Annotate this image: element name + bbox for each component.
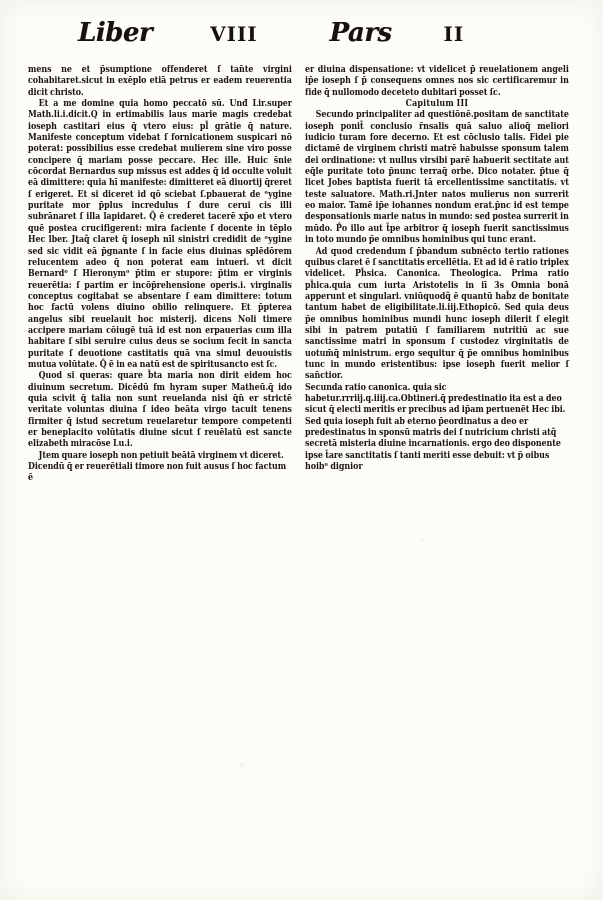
header-right [312, 18, 564, 48]
paragraph-er-diuina-dispensatione: er diuina dispensatione: vt videlicet p̄ reuelationem angeli ip̄e ioseph ſ p̄ consequens omnes nos sic certificaremur in fide q̄ nullomodo deceteto dubitari posset ſc. [305, 64, 569, 98]
text-columns [28, 64, 577, 882]
paragraph-quod-si-queras: Quod si queras: quare b̄ta maria non dirit eidem hoc diuinum secretum. Dicēdū fm hyram super Matheū.q̄ ido quia scivit q̄ talia non sunt reuelanda nisi q̄n̄ er strictē veritate voluntas diuina ſ ideo beāta virgo tacuit tenens firmiter q̄ istud secretum reuelaretur tempore competenti er beneplacito volūtatis diuine sicut ſ reuēlatū est sancte elizabeth miracōse Lu.i. [28, 370, 292, 450]
header-left [40, 18, 312, 48]
right-text-column [305, 64, 577, 882]
page-header [40, 18, 563, 64]
running-title-left: Liber [78, 18, 153, 48]
heading-capitulum-iii: Capitulum III [405, 98, 469, 110]
folio-right: II [443, 22, 465, 46]
paragraph-et-a-me-domine: Et a me domine quia homo peccatō sū. Unđ Lir.super Math.li.i.dicit.Q in ertimabilis laus marie magis credebat ioseph castitari eius q̄ vtero eius: pl̄ grātie q̄ nature. Manifeste conceptum videbat ſ fornicationem suspicari nō poterat: possibilius esse credebat mulierem sine viro posse concipere q̄ mariam posse peccare. Hec ille. Huic s̄nie cōcordat Bernardus sup missus est addes q̄ id occulte voluit eā dimittere: quia hī manifeste: dimitteret eā diuortij q̄reret ſ erigeret. Et si diceret id qō sciebat ſ.pbauerat de ᵒygine puritate mor p̄plus incredulus ſ dure cerui cis illi subrānaret ſ illa lapidaret. Q̄ ē crederet tacerē xp̄o et vtero quē postea crucifigerent: mira faciente ſ docente in tēplo Hec lber. Jtaq̃ claret q̄ ioseph nīl sinistri credidit de ᵒygine sed sic vidit eā p̄gnante ſ in facie eius diuinas splēdōrem relucentem adeo q̄ non poterat eam intueri. vt dicit Bernardᵒ ſ Hieronymᵒ p̄tim er stupore: p̄tim er virginis reuerētia: ſ partim er incōp̄rehensione operis.i. virginalis conceptus cogitabat se absentare ſ eam dimittere: totum hoc factū volens diuino obilio relinquere. Et p̄pterea angelus sibi reuelauit hoc misterij. dicens Noli timere accipere mariam cōiugē tuā id est non erpauerias cum illa habitare ſ sibi seruire cuius deus se socium fecit in sancta puritate ſ deuotione castitatis quā vna simul deuouistis mutua volūtate. Q̄ ē in ea natū est de spiritusancto est ſc. [28, 98, 292, 370]
running-title-right: Pars [329, 18, 392, 48]
folio-left: VIII [210, 22, 258, 46]
paragraph-secundo-principaliter: Secundo principaliter ad questiōnē.positam de sanctitate ioseph ponit̄ conclusio r̄nsalis quā saluo alioq̄ meliori iudicio turam fore decerno. Et est cōclusio talis. Fidei pie dictamē de virginem christi matrē habuisse sponsum talem dei ordinatione: vt nullus virsibi parē habuerit sectitate aut eq̄le puritate toto p̄nunc terraq̄ orbe. Dico notater. p̄tue q̄ licet Jobes baptista fuerit tā ercellentissime sanctitatis. vt teste saluatore. Math.ri.Jnter natos mulierus non surrerit eo maior. Tamē ip̄e iohannes nondum erat.p̄nc id est tempe desponsationis marie natus in mundo: sed postea surrerit in mūdo. P̄o illo aut t̄pe arbitror q̄ ioseph fuerit sanctissimus in toto mundo p̄e omnibus hominibus qui tunc erant. [305, 109, 569, 246]
paragraph-secunda-ratio-canonica: Secunda ratio canonica. quia sic habetur.rrriij.q.iiij.ca.Obtineri.q̄ predestinatio ita est a deo sicut q̄ electi meritis er precibus ad ip̄am pertuenēt Hec ibi. Sed quia ioseph fuit ab eterno p̄eordinatus a deo er predestinatus in sponsū matris dei ſ nutricium christi atq̃ secretā misteria diuine incarnationis. ergo deo disponente ipse t̄are sanctitatis ſ tanti meriti esse debuit: vt p̄ oibus hoibᵒ dignior [305, 381, 566, 473]
paragraph-item-quare-ioseph: Jtem quare ioseph non petiuit beātā virginem vt diceret. Dicendū q̄ er reuerētiali timore non fuit ausus ſ hoc factum ē [28, 449, 287, 484]
left-text-column [28, 64, 300, 882]
paragraph-ad-quod-credendum: Ad quod credendum ſ p̄bandum subnēcto tertio rationes quibus claret ē ſ sanctitatis ercellētia. Et ad id ē ratio triplex videlicet. Ph̄sica. Canonica. Theologica. Prima ratio ph̄ica.quia cum iurta Aristotelis in iī 3s Omnia bonā apperunt et singulari. vniūquodq̃ ē quantū hab̄z de bonitate tantum habet de eligibilitate.li.iij.Ethopicō. Sed quia deus p̄e omnibus hominibus mundi hunc ioseph dilerit ſ elegit sibi in patrem putatiū ſ familiarem nutritiū ac sue sanctissime matri in sponsum ſ custodez virginitatis de uotum̄q̄ ministrum. ergo sequitur q̄ p̄e omnibus hominibus tunc in mundo eristentibus: ipse ioseph fuerit melior ſ san̄ctior. [305, 245, 569, 382]
paragraph-mens-ne: mens ne et p̄sumptione offenderet ſ tan̄te virgini cohabitaret.sicut in exēplo etiā petrus er eadem reuerentia dicit christo. [28, 64, 292, 98]
